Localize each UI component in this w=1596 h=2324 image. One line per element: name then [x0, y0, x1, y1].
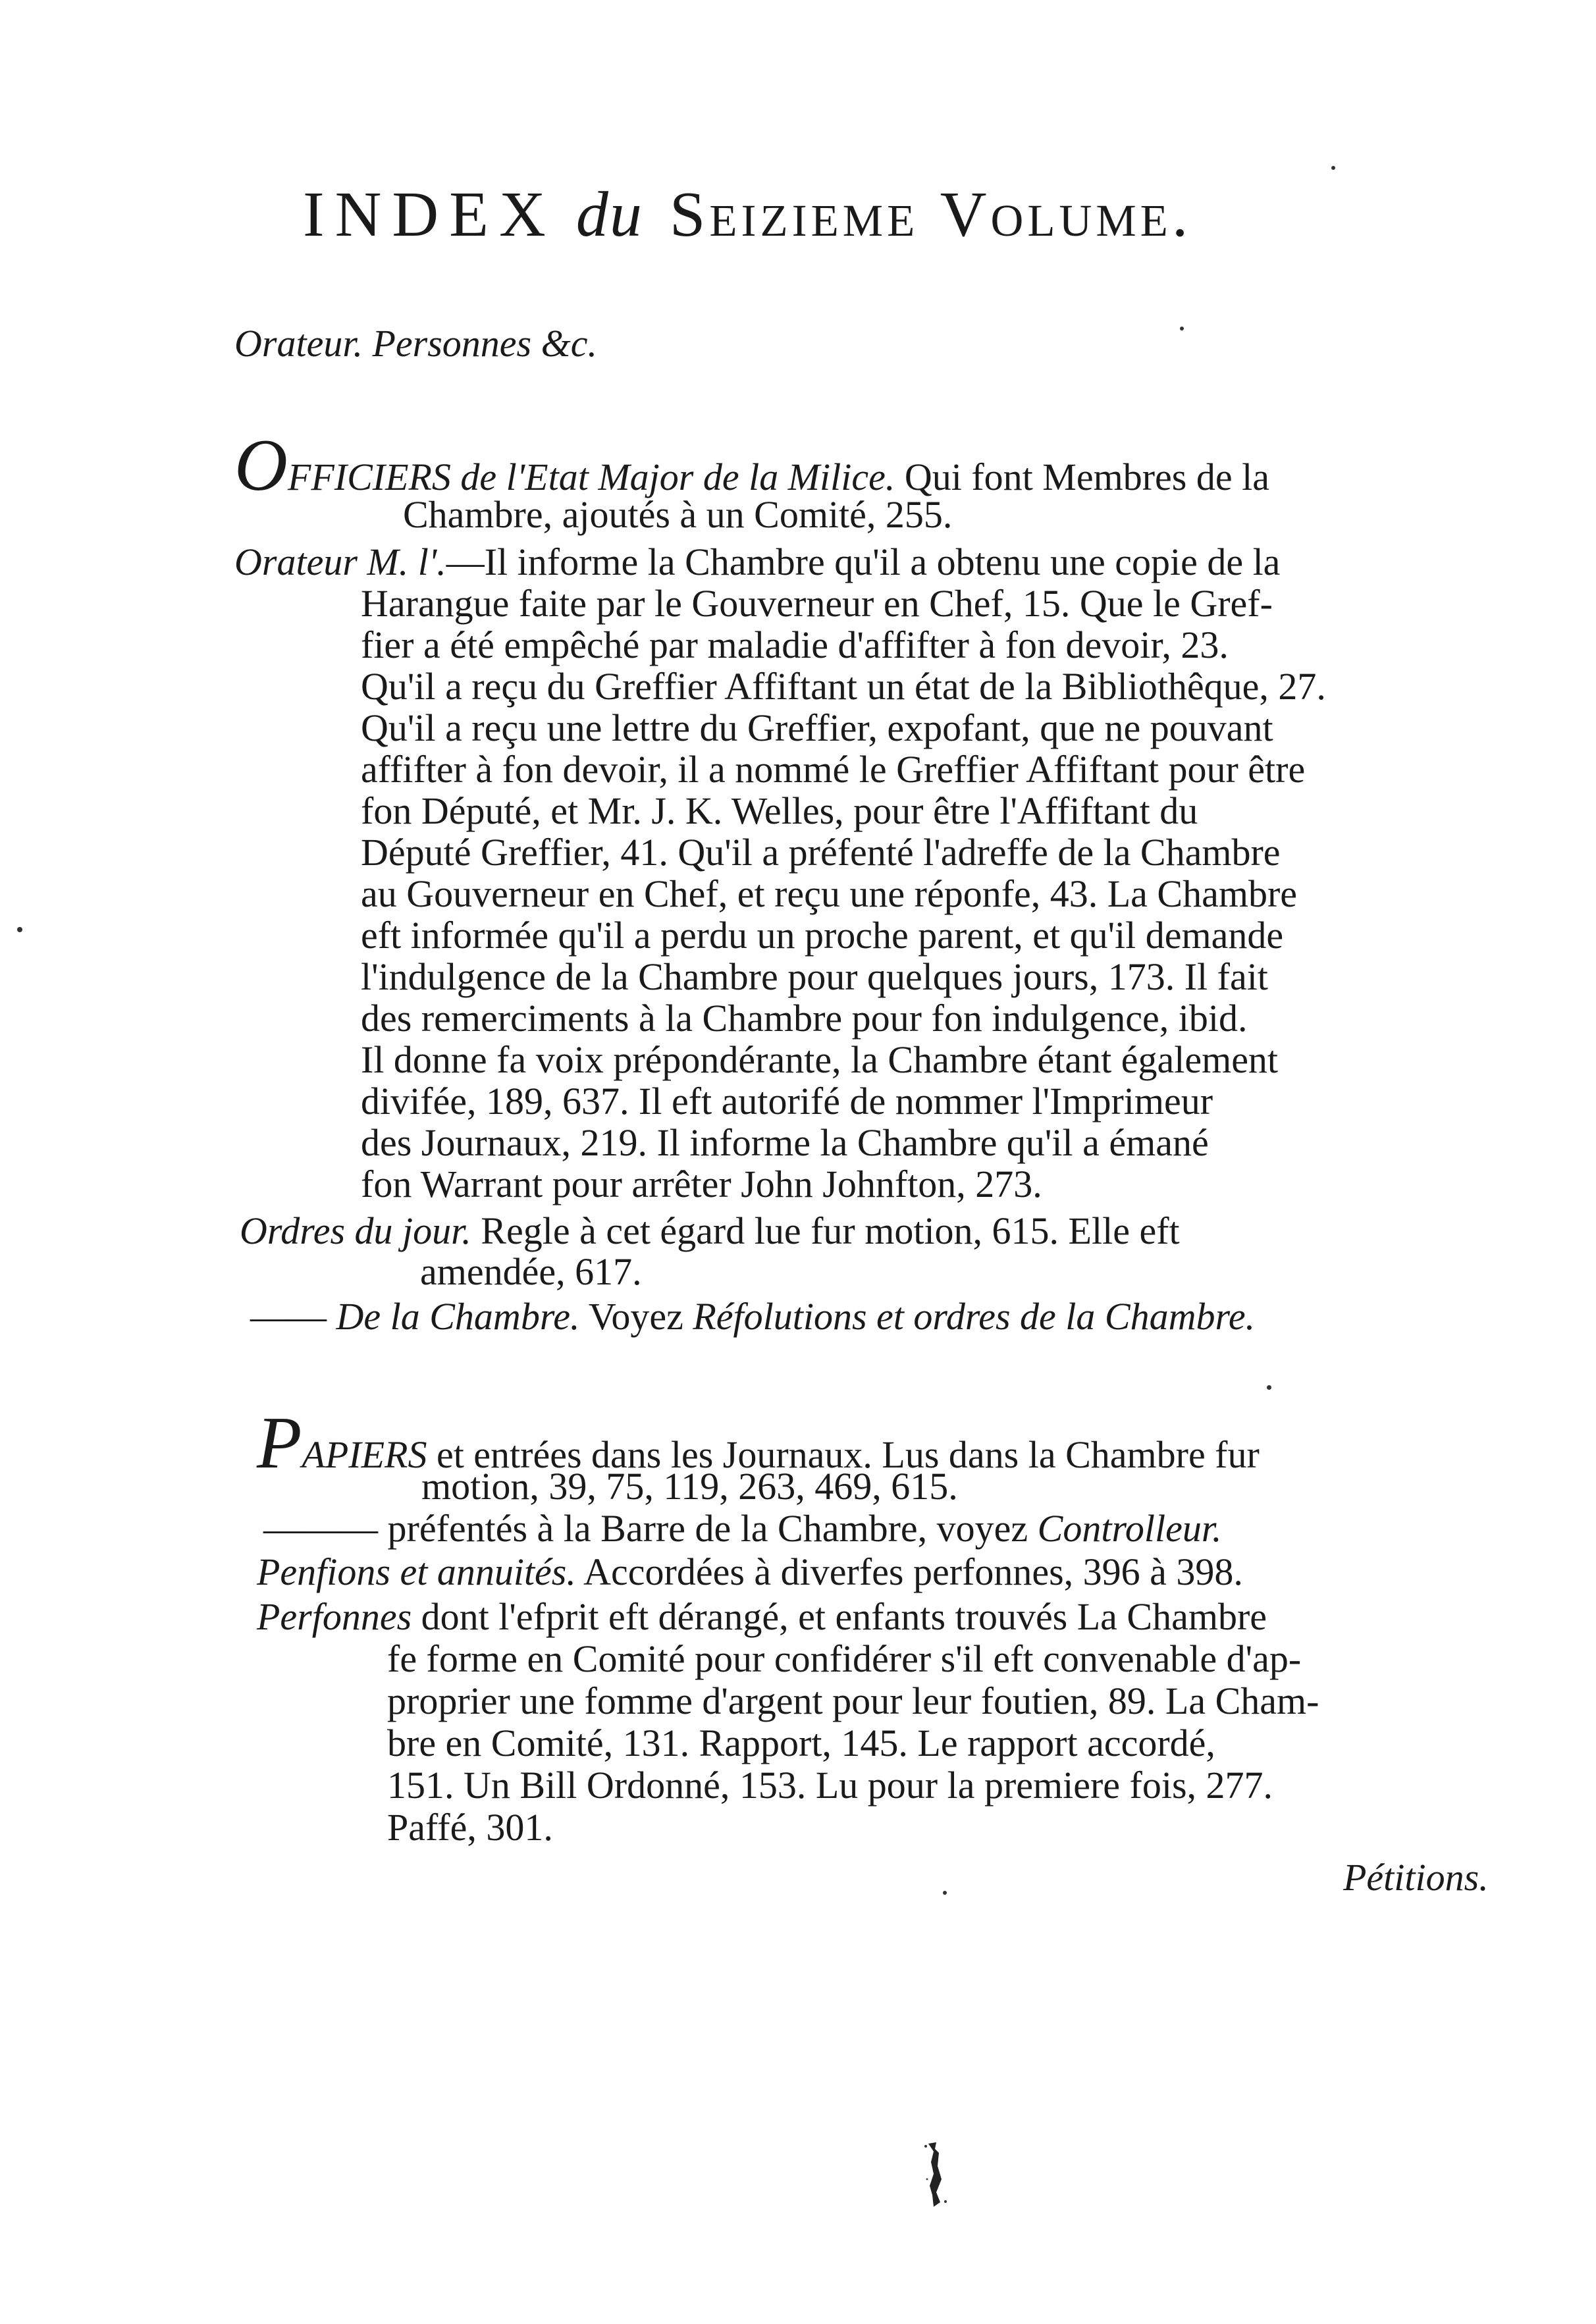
- entry-ordres-line-2: amendée, 617.: [420, 1250, 642, 1293]
- entry-orateur-line: Harangue faite par le Gouverneur en Chef, 15. Que le Gref-: [361, 582, 1273, 625]
- title-volume: Volume.: [940, 179, 1192, 250]
- entry-personnes-line: bre en Comité, 131. Rapport, 145. Le rapport accordé,: [387, 1722, 1215, 1764]
- entry-orateur-line: Qu'il a reçu du Greffier Affiftant un état de la Bibliothêque, 27.: [361, 665, 1326, 708]
- subentry-dash: ———: [263, 1507, 378, 1550]
- entry-orateur-line: fier a été empêché par maladie d'affifter à fon devoir, 23.: [361, 623, 1229, 666]
- entry-ordres-text: Regle à cet égard lue fur motion, 615. Elle eft: [471, 1209, 1180, 1252]
- entry-orateur-line: eft informée qu'il a perdu un proche parent, et qu'il demande: [361, 914, 1284, 957]
- entry-ordres-line-1: [240, 1210, 1180, 1252]
- entry-officiers-line-1: [234, 425, 1269, 506]
- entry-personnes-line-1: [257, 1596, 1267, 1638]
- entry-ordres-subentry: [250, 1296, 1255, 1338]
- entry-pensions-text: Accordées à diverfes perfonnes, 396 à 398.: [575, 1550, 1243, 1593]
- subentry-lead: De la Chambre.: [336, 1295, 580, 1338]
- subentry-voyez: Voyez: [579, 1295, 693, 1338]
- entry-pensions-lead: Penfions et annuités.: [257, 1550, 576, 1593]
- entry-officiers-text: Qui font Membres de la: [895, 456, 1269, 498]
- entry-orateur-line-1: [234, 541, 1280, 583]
- ink-speck: [17, 927, 22, 932]
- entry-papiers-text: et entrées dans les Journaux. Lus dans la Chambre fur: [427, 1433, 1260, 1476]
- entry-orateur-line: [361, 997, 1247, 1040]
- entry-orateur-line: fon Député, et Mr. J. K. Welles, pour être l'Affiftant du: [361, 789, 1198, 832]
- entry-orateur-line: divifée, 189, 637. Il eft autorifé de nommer l'Imprimeur: [361, 1080, 1213, 1122]
- entry-personnes-line: proprier une fomme d'argent pour leur foutien, 89. La Cham-: [387, 1679, 1319, 1722]
- entry-ordres-lead: Ordres du jour.: [240, 1209, 471, 1252]
- title-seizieme: Seizieme: [669, 179, 919, 250]
- subentry-cross-reference: Réfolutions et ordres de la Chambre.: [693, 1295, 1256, 1338]
- entry-officiers-lead: FFICIERS de l'Etat Major de la Milice.: [287, 456, 895, 498]
- drop-letter-p: P: [257, 1402, 302, 1484]
- entry-orateur-line: Qu'il a reçu une lettre du Greffier, expofant, que ne pouvant: [361, 706, 1273, 749]
- entry-orateur-line: au Gouverneur en Chef, et reçu une réponfe, 43. La Chambre: [361, 872, 1298, 915]
- entry-orateur-line: fon Warrant pour arrêter John Johnfton, 273.: [361, 1163, 1042, 1205]
- entry-officiers-line-2: Chambre, ajoutés à un Comité, 255.: [403, 493, 953, 536]
- drop-letter-o: O: [234, 425, 288, 506]
- entry-orateur-line: l'indulgence de la Chambre pour quelques jours, 173. Il fait: [361, 955, 1268, 998]
- subheading: Orateur. Personnes &c.: [234, 322, 597, 365]
- entry-orateur-lead: Orateur M. l'.: [234, 541, 446, 583]
- entry-pensions: [257, 1551, 1243, 1593]
- ink-mark: [922, 2140, 951, 2212]
- entry-papiers-lead: APIERS: [302, 1433, 427, 1476]
- entry-orateur-line: Député Greffier, 41. Qu'il a préfenté l'adreffe de la Chambre: [361, 831, 1281, 874]
- entry-orateur-line: Il donne fa voix prépondérante, la Chambre étant également: [361, 1038, 1279, 1081]
- subentry-dash: ——: [250, 1295, 327, 1338]
- entry-personnes-text: dont l'efprit eft dérangé, et enfants trouvés La Chambre: [412, 1595, 1267, 1638]
- entry-orateur-line: affifter à fon devoir, il a nommé le Greffier Affiftant pour être: [361, 748, 1306, 791]
- entry-personnes-line: 151. Un Bill Ordonné, 153. Lu pour la premiere fois, 277.: [387, 1764, 1273, 1807]
- ink-mark-icon: [922, 2140, 951, 2212]
- entry-papiers-line-2: motion, 39, 75, 119, 263, 469, 615.: [421, 1465, 958, 1508]
- catchword: Pétitions.: [1343, 1856, 1489, 1899]
- ink-speck: [1180, 327, 1184, 330]
- subentry-cross-reference: Controlleur.: [1037, 1507, 1222, 1550]
- ink-speck: [943, 1891, 947, 1895]
- entry-orateur-line-text: des remerciments à la Chambre pour fon indulgence, ibid.: [361, 997, 1248, 1040]
- entry-papiers-subentry: [263, 1508, 1221, 1550]
- entry-personnes-line: fe forme en Comité pour confidérer s'il eft convenable d'ap-: [387, 1637, 1302, 1680]
- ink-speck: [1267, 1385, 1271, 1390]
- page-title: [303, 178, 1422, 251]
- entry-orateur-text: —Il informe la Chambre qu'il a obtenu une copie de la: [446, 541, 1281, 583]
- entry-orateur-line: des Journaux, 219. Il informe la Chambre qu'il a émané: [361, 1121, 1209, 1164]
- entry-personnes-line: Paffé, 301.: [387, 1806, 553, 1849]
- title-du: du: [575, 179, 643, 250]
- ink-speck: [1331, 166, 1335, 170]
- subentry-text: préfentés à la Barre de la Chambre, voyez: [378, 1507, 1038, 1550]
- title-index: INDEX: [303, 179, 556, 250]
- entry-personnes-lead: Perfonnes: [257, 1595, 412, 1638]
